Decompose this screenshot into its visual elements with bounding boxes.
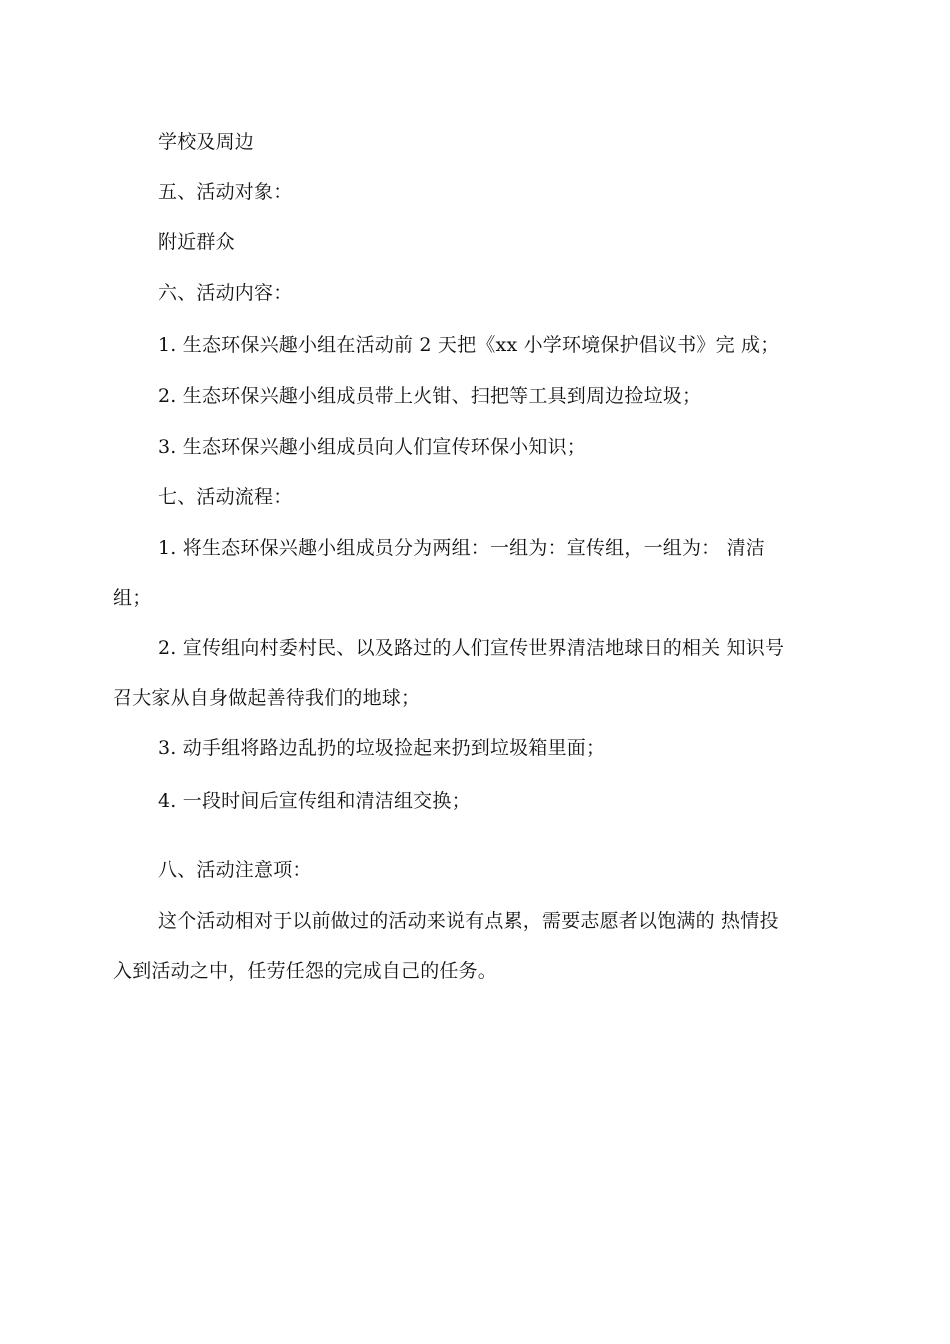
paragraph-location: 学校及周边 — [158, 131, 255, 153]
heading-section-8: 八、活动注意项： — [158, 859, 312, 881]
heading-section-7: 七、活动流程： — [158, 486, 293, 508]
process-item-4: 4. 一段时间后宣传组和清洁组交换； — [158, 790, 471, 812]
process-item-1: 1. 将生态环保兴趣小组成员分为两组：一组为：宣传组，一组为： 清洁 — [158, 537, 766, 559]
content-item-1: 1. 生态环保兴趣小组在活动前 2 天把《xx 小学环境保护倡议书》完 成； — [158, 334, 780, 356]
paragraph-target: 附近群众 — [158, 231, 235, 253]
process-item-2-cont: 召大家从自身做起善待我们的地球； — [113, 687, 421, 709]
content-item-3: 3. 生态环保兴趣小组成员向人们宣传环保小知识； — [158, 436, 586, 458]
process-item-1-cont: 组； — [113, 587, 152, 609]
process-item-3: 3. 动手组将路边乱扔的垃圾捡起来扔到垃圾箱里面； — [158, 737, 606, 759]
content-item-2: 2. 生态环保兴趣小组成员带上火钳、扫把等工具到周边捡垃圾； — [158, 385, 702, 407]
heading-section-5: 五、活动对象： — [158, 181, 293, 203]
heading-section-6: 六、活动内容： — [158, 282, 293, 304]
process-item-2: 2. 宣传组向村委村民、以及路过的人们宣传世界清洁地球日的相关 知识号 — [158, 637, 785, 659]
notes-paragraph-cont: 入到活动之中，任劳任怨的完成自己的任务。 — [113, 960, 498, 982]
notes-paragraph: 这个活动相对于以前做过的活动来说有点累，需要志愿者以饱满的 热情投 — [158, 910, 779, 932]
